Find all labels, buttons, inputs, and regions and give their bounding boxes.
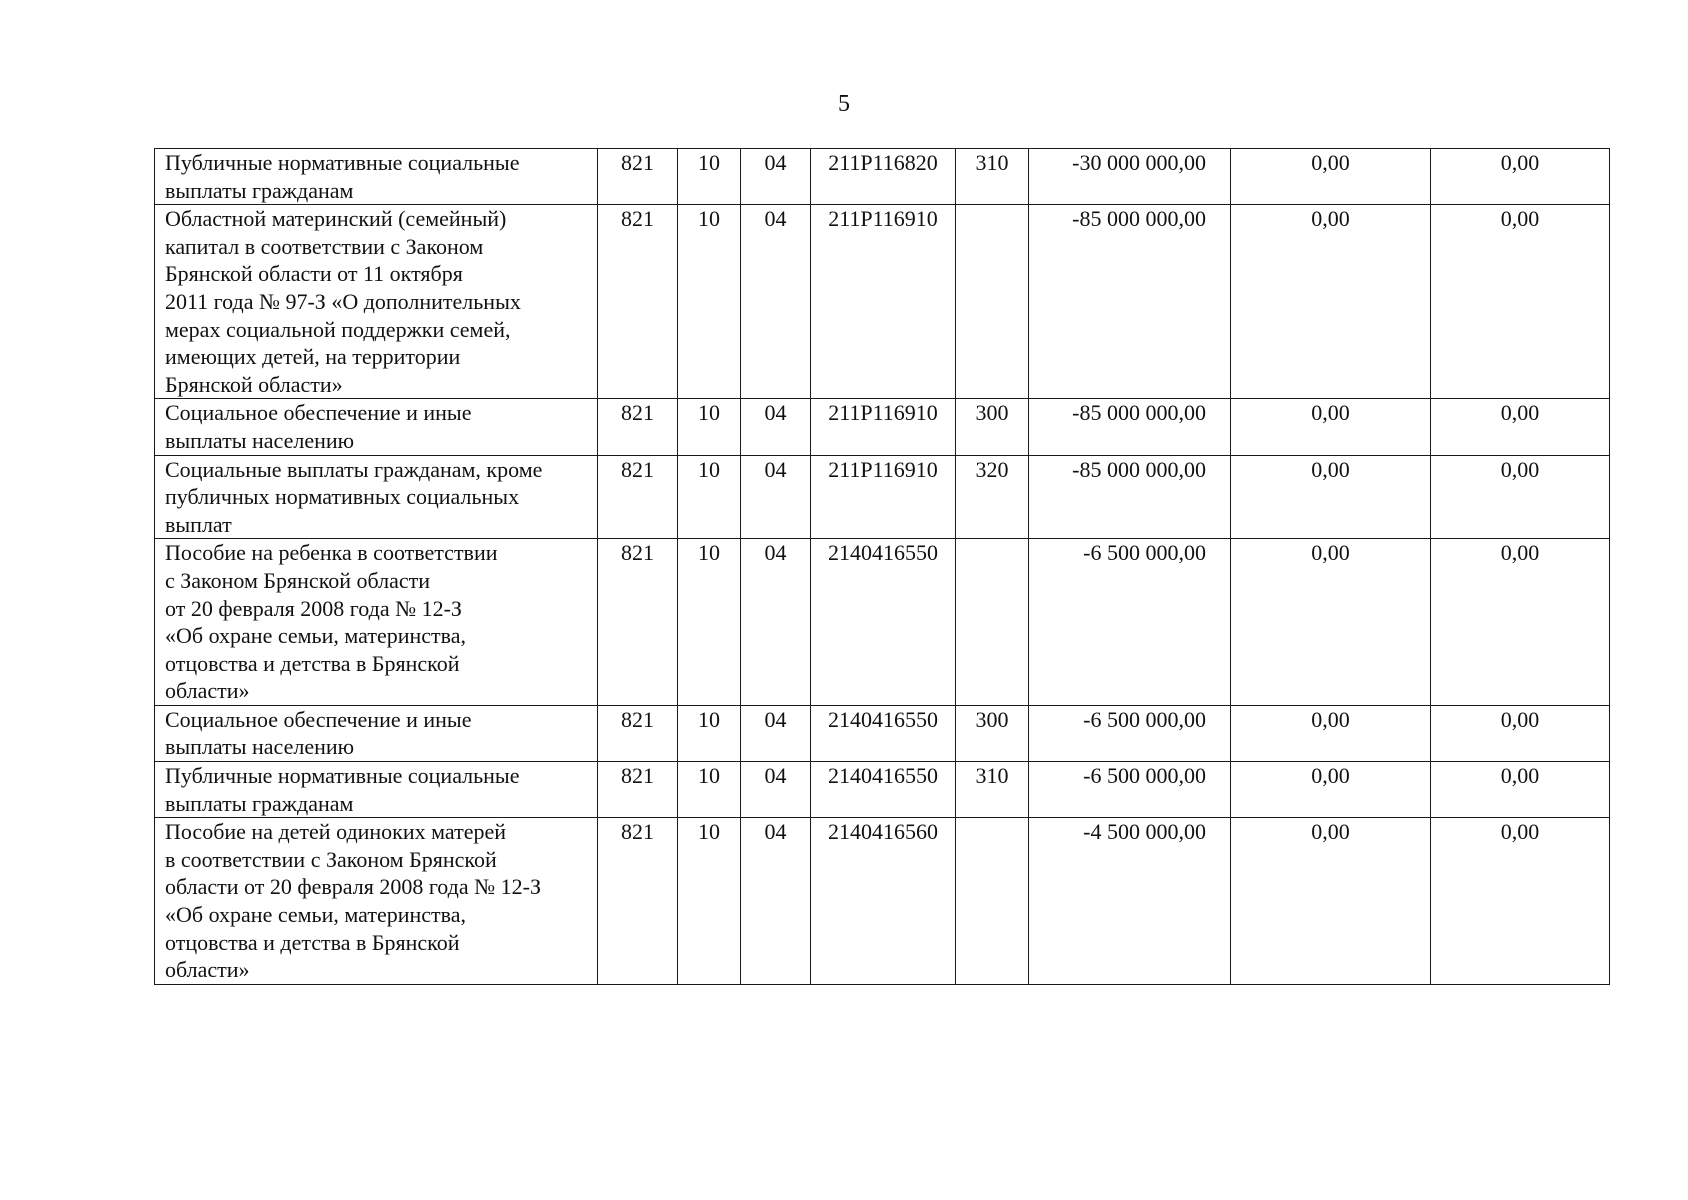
amount-cell: -85 000 000,00 — [1029, 455, 1231, 539]
grbs-cell: 821 — [598, 762, 678, 818]
table-row — [155, 818, 1610, 985]
row-name-cell — [155, 762, 598, 818]
budget-table — [154, 148, 1610, 985]
row-name-line: 2011 года № 97-З «О дополнительных — [165, 288, 521, 314]
amount-second-year-cell: 0,00 — [1431, 149, 1610, 205]
amount-next-year-cell: 0,00 — [1231, 818, 1431, 985]
grbs-cell: 821 — [598, 705, 678, 761]
section-cell: 10 — [678, 205, 741, 399]
amount-second-year-cell: 0,00 — [1431, 762, 1610, 818]
grbs-cell: 821 — [598, 818, 678, 985]
row-name-line: Социальное обеспечение и иные — [165, 706, 472, 732]
section-cell: 10 — [678, 705, 741, 761]
section-cell: 10 — [678, 762, 741, 818]
target-article-cell: 2140416550 — [811, 762, 956, 818]
row-name-cell — [155, 818, 598, 985]
row-name-cell — [155, 705, 598, 761]
table-row — [155, 205, 1610, 399]
row-name-line: области от 20 февраля 2008 года № 12-З — [165, 874, 541, 900]
grbs-cell: 821 — [598, 205, 678, 399]
target-article-cell: 211P116820 — [811, 149, 956, 205]
amount-cell: -85 000 000,00 — [1029, 399, 1231, 455]
subsection-cell: 04 — [741, 818, 811, 985]
row-name-line: выплаты гражданам — [165, 790, 354, 816]
expense-type-cell: 300 — [956, 399, 1029, 455]
section-cell: 10 — [678, 399, 741, 455]
expense-type-cell: 310 — [956, 149, 1029, 205]
amount-second-year-cell: 0,00 — [1431, 539, 1610, 706]
target-article-cell: 211P116910 — [811, 399, 956, 455]
expense-type-cell — [956, 205, 1029, 399]
amount-next-year-cell: 0,00 — [1231, 149, 1431, 205]
amount-second-year-cell: 0,00 — [1431, 399, 1610, 455]
row-name-line: Социальные выплаты гражданам, кроме — [165, 456, 543, 482]
table-row — [155, 539, 1610, 706]
amount-cell: -30 000 000,00 — [1029, 149, 1231, 205]
row-name-line: мерах социальной поддержки семей, — [165, 316, 511, 342]
amount-next-year-cell: 0,00 — [1231, 705, 1431, 761]
section-cell: 10 — [678, 149, 741, 205]
grbs-cell: 821 — [598, 399, 678, 455]
amount-cell: -6 500 000,00 — [1029, 705, 1231, 761]
target-article-cell: 2140416550 — [811, 539, 956, 706]
amount-next-year-cell: 0,00 — [1231, 205, 1431, 399]
row-name-line: с Законом Брянской области — [165, 567, 431, 593]
row-name-line: Социальное обеспечение и иные — [165, 400, 472, 426]
amount-cell: -85 000 000,00 — [1029, 205, 1231, 399]
table-body — [155, 149, 1610, 985]
row-name-cell — [155, 539, 598, 706]
target-article-cell: 211P116910 — [811, 205, 956, 399]
section-cell: 10 — [678, 539, 741, 706]
row-name-line: выплаты гражданам — [165, 177, 354, 203]
section-cell: 10 — [678, 455, 741, 539]
table-row — [155, 705, 1610, 761]
subsection-cell: 04 — [741, 539, 811, 706]
row-name-line: Пособие на ребенка в соответствии — [165, 540, 498, 566]
row-name-line: имеющих детей, на территории — [165, 344, 461, 370]
row-name-line: отцовства и детства в Брянской — [165, 929, 460, 955]
subsection-cell: 04 — [741, 399, 811, 455]
grbs-cell: 821 — [598, 539, 678, 706]
row-name-line: Публичные нормативные социальные — [165, 150, 520, 175]
row-name-line: Пособие на детей одиноких матерей — [165, 819, 507, 845]
expense-type-cell: 310 — [956, 762, 1029, 818]
row-name-line: Брянской области» — [165, 371, 343, 397]
amount-second-year-cell: 0,00 — [1431, 818, 1610, 985]
row-name-line: Публичные нормативные социальные — [165, 763, 520, 789]
row-name-cell — [155, 149, 598, 205]
row-name-line: «Об охране семьи, материнства, — [165, 623, 466, 649]
row-name-line: выплат — [165, 511, 232, 537]
expense-type-cell: 320 — [956, 455, 1029, 539]
table-row — [155, 762, 1610, 818]
grbs-cell: 821 — [598, 149, 678, 205]
expense-type-cell — [956, 539, 1029, 706]
row-name-line: выплаты населению — [165, 427, 355, 453]
table-row — [155, 455, 1610, 539]
section-cell: 10 — [678, 818, 741, 985]
amount-second-year-cell: 0,00 — [1431, 455, 1610, 539]
amount-next-year-cell: 0,00 — [1231, 455, 1431, 539]
target-article-cell: 2140416560 — [811, 818, 956, 985]
subsection-cell: 04 — [741, 705, 811, 761]
target-article-cell: 211P116910 — [811, 455, 956, 539]
amount-next-year-cell: 0,00 — [1231, 539, 1431, 706]
amount-next-year-cell: 0,00 — [1231, 399, 1431, 455]
amount-second-year-cell: 0,00 — [1431, 205, 1610, 399]
grbs-cell: 821 — [598, 455, 678, 539]
page-number: 5 — [838, 91, 850, 117]
row-name-line: капитал в соответствии с Законом — [165, 233, 484, 259]
row-name-line: Областной материнский (семейный) — [165, 206, 507, 232]
amount-second-year-cell: 0,00 — [1431, 705, 1610, 761]
row-name-line: области» — [165, 678, 250, 704]
target-article-cell: 2140416550 — [811, 705, 956, 761]
amount-cell: -4 500 000,00 — [1029, 818, 1231, 985]
row-name-line: от 20 февраля 2008 года № 12-З — [165, 595, 462, 621]
table-row — [155, 149, 1610, 205]
row-name-cell — [155, 399, 598, 455]
row-name-line: «Об охране семьи, материнства, — [165, 902, 466, 928]
row-name-cell — [155, 455, 598, 539]
row-name-line: публичных нормативных социальных — [165, 484, 520, 510]
row-name-line: выплаты населению — [165, 734, 355, 760]
amount-next-year-cell: 0,00 — [1231, 762, 1431, 818]
row-name-line: Брянской области от 11 октября — [165, 261, 463, 287]
subsection-cell: 04 — [741, 205, 811, 399]
row-name-line: отцовства и детства в Брянской — [165, 650, 460, 676]
table-row — [155, 399, 1610, 455]
expense-type-cell — [956, 818, 1029, 985]
subsection-cell: 04 — [741, 455, 811, 539]
row-name-cell — [155, 205, 598, 399]
subsection-cell: 04 — [741, 149, 811, 205]
row-name-line: в соответствии с Законом Брянской — [165, 846, 497, 872]
row-name-line: области» — [165, 957, 250, 983]
amount-cell: -6 500 000,00 — [1029, 762, 1231, 818]
expense-type-cell: 300 — [956, 705, 1029, 761]
amount-cell: -6 500 000,00 — [1029, 539, 1231, 706]
subsection-cell: 04 — [741, 762, 811, 818]
